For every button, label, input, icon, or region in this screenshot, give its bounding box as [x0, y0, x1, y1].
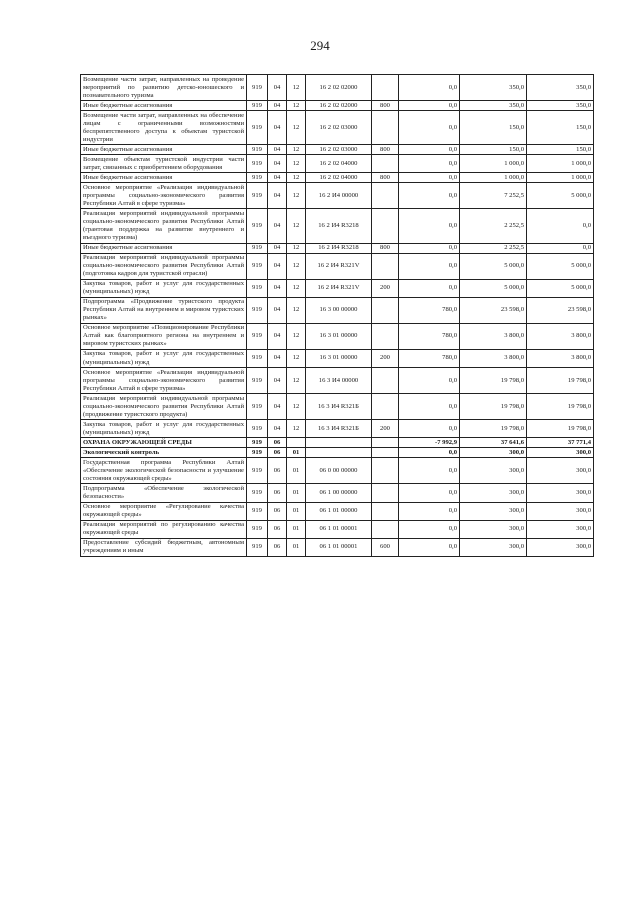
- table-row: [81, 75, 594, 101]
- row-grbs-code: 919: [247, 279, 268, 297]
- table-row: [81, 155, 594, 173]
- row-target-article: 06 1 01 00001: [306, 538, 372, 556]
- row-grbs-code: 919: [247, 145, 268, 155]
- row-subsection-code: 12: [287, 368, 306, 394]
- row-value-3: 300,0: [527, 520, 594, 538]
- row-grbs-code: 919: [247, 297, 268, 323]
- row-name: Реализация мероприятий индивидуальной программы социально-экономического развития Республики Алтай (грантовая поддержка на развитие внутреннего и въездного туризма): [81, 209, 247, 243]
- row-grbs-code: 919: [247, 368, 268, 394]
- row-value-3: 1 000,0: [527, 155, 594, 173]
- row-section-code: 04: [268, 173, 287, 183]
- row-value-3: 350,0: [527, 101, 594, 111]
- row-section-code: 06: [268, 520, 287, 538]
- row-target-article: [306, 438, 372, 448]
- row-grbs-code: 919: [247, 448, 268, 458]
- row-value-1: 0,0: [399, 243, 460, 253]
- row-subsection-code: 01: [287, 484, 306, 502]
- row-name: Экологический контроль: [81, 448, 247, 458]
- row-value-1: 0,0: [399, 173, 460, 183]
- row-value-2: 7 252,5: [460, 183, 527, 209]
- row-grbs-code: 919: [247, 209, 268, 243]
- row-value-1: 0,0: [399, 448, 460, 458]
- row-name: Государственная программа Республики Алтай «Обеспечение экологической безопасности и улучшение состояния окружающей среды»: [81, 458, 247, 484]
- row-value-1: 0,0: [399, 394, 460, 420]
- row-name: Возмещение части затрат, направленных на проведение мероприятий по развитию детско-юношеского и познавательного туризма: [81, 75, 247, 101]
- row-name: Иные бюджетные ассигнования: [81, 145, 247, 155]
- row-name: Закупка товаров, работ и услуг для государственных (муниципальных) нужд: [81, 279, 247, 297]
- row-section-code: 04: [268, 394, 287, 420]
- row-expense-type: 200: [372, 349, 399, 367]
- row-value-2: 19 798,0: [460, 394, 527, 420]
- row-section-code: 04: [268, 145, 287, 155]
- row-name: Реализация мероприятий по регулированию качества окружающей среды: [81, 520, 247, 538]
- row-expense-type: [372, 75, 399, 101]
- row-subsection-code: 12: [287, 145, 306, 155]
- row-target-article: 16 3 00 00000: [306, 297, 372, 323]
- row-name: Основное мероприятие «Позиционирование Республики Алтай как благоприятного региона на внутреннем и мировом туристских рынках»: [81, 323, 247, 349]
- row-section-code: 04: [268, 253, 287, 279]
- row-target-article: 06 1 01 00001: [306, 520, 372, 538]
- row-value-1: 0,0: [399, 458, 460, 484]
- row-value-2: 3 800,0: [460, 349, 527, 367]
- row-target-article: 16 3 И4 00000: [306, 368, 372, 394]
- row-value-1: 0,0: [399, 368, 460, 394]
- row-section-code: 04: [268, 297, 287, 323]
- table-row: [81, 448, 594, 458]
- row-section-code: 04: [268, 101, 287, 111]
- row-value-2: 350,0: [460, 101, 527, 111]
- row-subsection-code: 01: [287, 502, 306, 520]
- row-target-article: [306, 448, 372, 458]
- row-expense-type: [372, 183, 399, 209]
- table-row: [81, 243, 594, 253]
- page-number: 294: [310, 38, 330, 53]
- row-value-2: 300,0: [460, 520, 527, 538]
- row-section-code: 04: [268, 75, 287, 101]
- table-row: [81, 520, 594, 538]
- row-value-2: 1 000,0: [460, 173, 527, 183]
- row-expense-type: [372, 368, 399, 394]
- row-subsection-code: 12: [287, 394, 306, 420]
- row-subsection-code: 12: [287, 209, 306, 243]
- table-row: [81, 297, 594, 323]
- row-expense-type: 200: [372, 279, 399, 297]
- row-section-code: 06: [268, 458, 287, 484]
- row-section-code: 06: [268, 448, 287, 458]
- row-subsection-code: 12: [287, 111, 306, 145]
- table-row: [81, 145, 594, 155]
- row-subsection-code: 12: [287, 75, 306, 101]
- table-row: [81, 101, 594, 111]
- row-subsection-code: 12: [287, 253, 306, 279]
- row-name: Предоставление субсидий бюджетным, автономным учреждениям и иным: [81, 538, 247, 556]
- row-name: Подпрограмма «Обеспечение экологической безопасности»: [81, 484, 247, 502]
- row-grbs-code: 919: [247, 243, 268, 253]
- row-target-article: 16 3 01 00000: [306, 323, 372, 349]
- row-subsection-code: 12: [287, 173, 306, 183]
- row-value-3: 19 798,0: [527, 368, 594, 394]
- row-value-1: 0,0: [399, 101, 460, 111]
- row-value-1: 0,0: [399, 111, 460, 145]
- row-name: Иные бюджетные ассигнования: [81, 243, 247, 253]
- row-value-3: 37 771,4: [527, 438, 594, 448]
- table-row: [81, 111, 594, 145]
- row-target-article: 16 2 02 04000: [306, 173, 372, 183]
- row-grbs-code: 919: [247, 538, 268, 556]
- row-value-3: 1 000,0: [527, 173, 594, 183]
- row-name: Иные бюджетные ассигнования: [81, 101, 247, 111]
- row-value-2: 23 598,0: [460, 297, 527, 323]
- row-target-article: 16 2 02 04000: [306, 155, 372, 173]
- row-section-code: 04: [268, 111, 287, 145]
- row-expense-type: 800: [372, 101, 399, 111]
- row-target-article: 16 2 И4 R321V: [306, 279, 372, 297]
- row-expense-type: [372, 394, 399, 420]
- row-name: Реализация мероприятий индивидуальной программы социально-экономического развития Республики Алтай (продвижение туристского продукта): [81, 394, 247, 420]
- row-subsection-code: 12: [287, 101, 306, 111]
- table-row: [81, 183, 594, 209]
- row-grbs-code: 919: [247, 520, 268, 538]
- row-name: Подпрограмма «Продвижение туристского продукта Республики Алтай на внутреннем и мировом туристских рынках»: [81, 297, 247, 323]
- table-row: [81, 438, 594, 448]
- row-name: Реализация мероприятий индивидуальной программы социально-экономического развития Республики Алтай (подготовка кадров для туристской отрасли): [81, 253, 247, 279]
- row-target-article: 06 0 00 00000: [306, 458, 372, 484]
- row-target-article: 16 2 И4 R3218: [306, 209, 372, 243]
- row-grbs-code: 919: [247, 420, 268, 438]
- row-expense-type: [372, 323, 399, 349]
- row-value-2: 5 000,0: [460, 253, 527, 279]
- row-expense-type: 800: [372, 173, 399, 183]
- row-value-3: 19 798,0: [527, 394, 594, 420]
- row-name: ОХРАНА ОКРУЖАЮЩЕЙ СРЕДЫ: [81, 438, 247, 448]
- table-row: [81, 253, 594, 279]
- row-expense-type: [372, 253, 399, 279]
- row-name: Основное мероприятие «Регулирование качества окружающей среды»: [81, 502, 247, 520]
- row-section-code: 04: [268, 209, 287, 243]
- row-expense-type: [372, 484, 399, 502]
- table-row: [81, 279, 594, 297]
- row-expense-type: 800: [372, 243, 399, 253]
- row-value-1: 0,0: [399, 484, 460, 502]
- row-expense-type: 800: [372, 145, 399, 155]
- row-value-2: 300,0: [460, 448, 527, 458]
- row-value-2: 300,0: [460, 538, 527, 556]
- row-grbs-code: 919: [247, 323, 268, 349]
- row-value-2: 37 641,6: [460, 438, 527, 448]
- row-target-article: 16 2 И4 00000: [306, 183, 372, 209]
- row-value-3: 5 000,0: [527, 279, 594, 297]
- row-value-3: 23 598,0: [527, 297, 594, 323]
- row-grbs-code: 919: [247, 253, 268, 279]
- row-value-1: 0,0: [399, 209, 460, 243]
- row-name: Основное мероприятие «Реализация индивидуальной программы социально-экономического развития Республики Алтай в сфере туризма»: [81, 368, 247, 394]
- row-grbs-code: 919: [247, 173, 268, 183]
- row-expense-type: [372, 520, 399, 538]
- row-name: Основное мероприятие «Реализация индивидуальной программы социально-экономического развития Республики Алтай в сфере туризма»: [81, 183, 247, 209]
- row-expense-type: 600: [372, 538, 399, 556]
- row-value-2: 2 252,5: [460, 209, 527, 243]
- table-row: [81, 349, 594, 367]
- row-value-3: 0,0: [527, 209, 594, 243]
- row-value-3: 300,0: [527, 502, 594, 520]
- row-expense-type: [372, 155, 399, 173]
- row-target-article: 16 3 И4 R321Б: [306, 394, 372, 420]
- row-value-3: 300,0: [527, 484, 594, 502]
- row-value-1: -7 992,9: [399, 438, 460, 448]
- table-row: [81, 538, 594, 556]
- row-value-3: 0,0: [527, 243, 594, 253]
- row-value-1: 0,0: [399, 145, 460, 155]
- row-grbs-code: 919: [247, 349, 268, 367]
- table-row: [81, 173, 594, 183]
- row-target-article: 16 2 02 02000: [306, 101, 372, 111]
- row-subsection-code: 01: [287, 458, 306, 484]
- row-name: Возмещение части затрат, направленных на обеспечение лицам с ограниченными возможностями беспрепятственного доступа к объектам туристской индустрии: [81, 111, 247, 145]
- row-value-3: 150,0: [527, 145, 594, 155]
- table-row: [81, 420, 594, 438]
- row-subsection-code: 12: [287, 349, 306, 367]
- row-target-article: 16 3 01 00000: [306, 349, 372, 367]
- table-row: [81, 323, 594, 349]
- row-subsection-code: [287, 438, 306, 448]
- row-target-article: 06 1 00 00000: [306, 484, 372, 502]
- row-value-1: 0,0: [399, 155, 460, 173]
- row-value-3: 300,0: [527, 448, 594, 458]
- row-target-article: 16 3 И4 R321Б: [306, 420, 372, 438]
- row-subsection-code: 01: [287, 538, 306, 556]
- row-value-1: 0,0: [399, 279, 460, 297]
- row-value-2: 1 000,0: [460, 155, 527, 173]
- row-name: Иные бюджетные ассигнования: [81, 173, 247, 183]
- row-value-3: 150,0: [527, 111, 594, 145]
- table-row: [81, 484, 594, 502]
- row-value-2: 150,0: [460, 111, 527, 145]
- row-value-1: 0,0: [399, 538, 460, 556]
- row-expense-type: [372, 209, 399, 243]
- row-expense-type: [372, 458, 399, 484]
- row-grbs-code: 919: [247, 111, 268, 145]
- row-value-2: 350,0: [460, 75, 527, 101]
- row-value-3: 5 000,0: [527, 253, 594, 279]
- row-value-2: 2 252,5: [460, 243, 527, 253]
- row-value-1: 0,0: [399, 253, 460, 279]
- row-subsection-code: 01: [287, 520, 306, 538]
- row-value-2: 19 798,0: [460, 368, 527, 394]
- row-value-3: 300,0: [527, 458, 594, 484]
- row-section-code: 04: [268, 420, 287, 438]
- row-value-2: 150,0: [460, 145, 527, 155]
- row-section-code: 04: [268, 349, 287, 367]
- row-target-article: 06 1 01 00000: [306, 502, 372, 520]
- row-name: Закупка товаров, работ и услуг для государственных (муниципальных) нужд: [81, 349, 247, 367]
- row-value-3: 19 798,0: [527, 420, 594, 438]
- row-expense-type: [372, 438, 399, 448]
- row-grbs-code: 919: [247, 183, 268, 209]
- budget-table: [80, 74, 594, 557]
- row-grbs-code: 919: [247, 394, 268, 420]
- row-expense-type: [372, 111, 399, 145]
- row-value-3: 300,0: [527, 538, 594, 556]
- row-subsection-code: 12: [287, 420, 306, 438]
- row-value-1: 0,0: [399, 520, 460, 538]
- table-row: [81, 502, 594, 520]
- row-value-1: 780,0: [399, 349, 460, 367]
- row-value-3: 3 800,0: [527, 323, 594, 349]
- row-target-article: 16 2 И4 R3218: [306, 243, 372, 253]
- row-value-2: 300,0: [460, 502, 527, 520]
- row-section-code: 04: [268, 183, 287, 209]
- row-section-code: 04: [268, 279, 287, 297]
- row-name: Закупка товаров, работ и услуг для государственных (муниципальных) нужд: [81, 420, 247, 438]
- row-expense-type: 200: [372, 420, 399, 438]
- row-section-code: 04: [268, 243, 287, 253]
- row-expense-type: [372, 448, 399, 458]
- row-expense-type: [372, 297, 399, 323]
- row-value-3: 350,0: [527, 75, 594, 101]
- row-value-3: 5 000,0: [527, 183, 594, 209]
- row-subsection-code: 12: [287, 297, 306, 323]
- row-value-1: 0,0: [399, 183, 460, 209]
- row-section-code: 04: [268, 323, 287, 349]
- row-value-2: 5 000,0: [460, 279, 527, 297]
- row-grbs-code: 919: [247, 155, 268, 173]
- row-value-1: 0,0: [399, 75, 460, 101]
- row-grbs-code: 919: [247, 75, 268, 101]
- row-section-code: 04: [268, 368, 287, 394]
- row-target-article: 16 2 02 02000: [306, 75, 372, 101]
- row-section-code: 06: [268, 438, 287, 448]
- row-name: Возмещение объектам туристской индустрии части затрат, связанных с приобретением оборудования: [81, 155, 247, 173]
- row-section-code: 04: [268, 155, 287, 173]
- row-target-article: 16 2 И4 R321V: [306, 253, 372, 279]
- row-value-2: 300,0: [460, 458, 527, 484]
- row-expense-type: [372, 502, 399, 520]
- row-value-2: 19 798,0: [460, 420, 527, 438]
- row-value-1: 780,0: [399, 323, 460, 349]
- row-section-code: 06: [268, 538, 287, 556]
- row-grbs-code: 919: [247, 438, 268, 448]
- row-grbs-code: 919: [247, 101, 268, 111]
- row-subsection-code: 01: [287, 448, 306, 458]
- table-row: [81, 394, 594, 420]
- table-row: [81, 209, 594, 243]
- table-row: [81, 368, 594, 394]
- row-value-2: 3 800,0: [460, 323, 527, 349]
- row-section-code: 06: [268, 484, 287, 502]
- row-grbs-code: 919: [247, 458, 268, 484]
- row-subsection-code: 12: [287, 155, 306, 173]
- row-value-1: 780,0: [399, 297, 460, 323]
- row-section-code: 06: [268, 502, 287, 520]
- row-value-2: 300,0: [460, 484, 527, 502]
- row-grbs-code: 919: [247, 502, 268, 520]
- row-subsection-code: 12: [287, 279, 306, 297]
- row-subsection-code: 12: [287, 183, 306, 209]
- table-row: [81, 458, 594, 484]
- row-target-article: 16 2 02 03000: [306, 111, 372, 145]
- row-grbs-code: 919: [247, 484, 268, 502]
- row-subsection-code: 12: [287, 243, 306, 253]
- row-value-3: 3 800,0: [527, 349, 594, 367]
- row-value-1: 0,0: [399, 420, 460, 438]
- row-value-1: 0,0: [399, 502, 460, 520]
- row-subsection-code: 12: [287, 323, 306, 349]
- row-target-article: 16 2 02 03000: [306, 145, 372, 155]
